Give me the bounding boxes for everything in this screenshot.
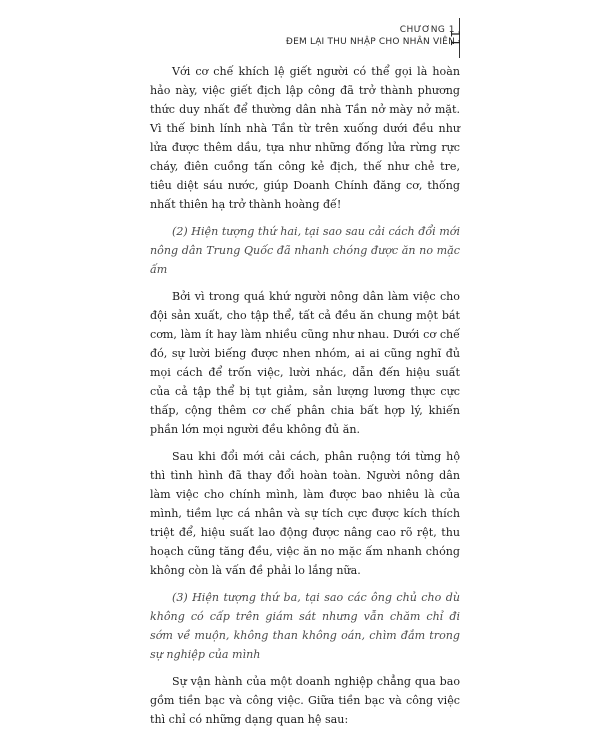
chapter-title: ĐEM LẠI THU NHẬP CHO NHÂN VIÊN [285, 37, 455, 47]
chapter-label: CHƯƠNG 1 [399, 25, 455, 35]
paragraph: Bởi vì trong quá khứ người nông dân làm việc cho đội sản xuất, cho tập thể, tất cả đều ăn chung một bát cơm, làm ít hay làm nhiều cũng như nhau. Dưới cơ chế đó, sự lười biếng được nhen nhóm, ai ai cũng nghĩ đủ mọi cách để trốn việc, lười nhác, dẫn đến hiệu suất của cả tập thể bị tụt giảm, sản lượng lương thực cực thấp, cộng thêm cơ chế phân chia bất hợp lý, khiến phần lớn mọi người đều không đủ ăn. [150, 290, 460, 436]
section-heading: (2) Hiện tượng thứ hai, tại sao sau cải cách đổi mới nông dân Trung Quốc đã nhanh chóng được ăn no mặc ấm [150, 225, 460, 276]
running-header [286, 24, 455, 48]
page-number: 11 [448, 30, 462, 48]
paragraph: Sau khi đổi mới cải cách, phân ruộng tới từng hộ thì tình hình đã thay đổi hoàn toàn. Người nông dân làm việc cho chính mình, làm được bao nhiêu là của mình, tiềm lực cá nhân và sự tích cực được kích thích triệt để, hiệu suất lao động được nâng cao rõ rệt, thu hoạch cũng tăng đều, việc ăn no mặc ấm nhanh chóng không còn là vấn đề phải lo lắng nữa. [150, 450, 460, 577]
paragraph: Sự vận hành của một doanh nghiệp chẳng qua bao gồm tiền bạc và công việc. Giữa tiền bạc và công việc thì chỉ có những dạng quan hệ sau: [150, 675, 460, 726]
section-heading: (3) Hiện tượng thứ ba, tại sao các ông chủ cho dù không có cấp trên giám sát nhưng vẫn chăm chỉ đi sớm về muộn, không than không oán, chìm đắm trong sự nghiệp của mình [150, 591, 460, 661]
paragraph: Với cơ chế khích lệ giết người có thể gọi là hoàn hảo này, việc giết địch lập công đã trở thành phương thức duy nhất để thường dân nhà Tần nở mày nở mặt. Vì thế binh lính nhà Tần từ trên xuống dưới đều như lửa được thêm dầu, tựa như những đống lửa rừng rực cháy, điên cuồng tấn công kẻ địch, thế như chẻ tre, tiêu diệt sáu nước, giúp Doanh Chính đăng cơ, thống nhất thiên hạ trở thành hoàng đế! [150, 65, 460, 211]
body-text [150, 62, 460, 737]
